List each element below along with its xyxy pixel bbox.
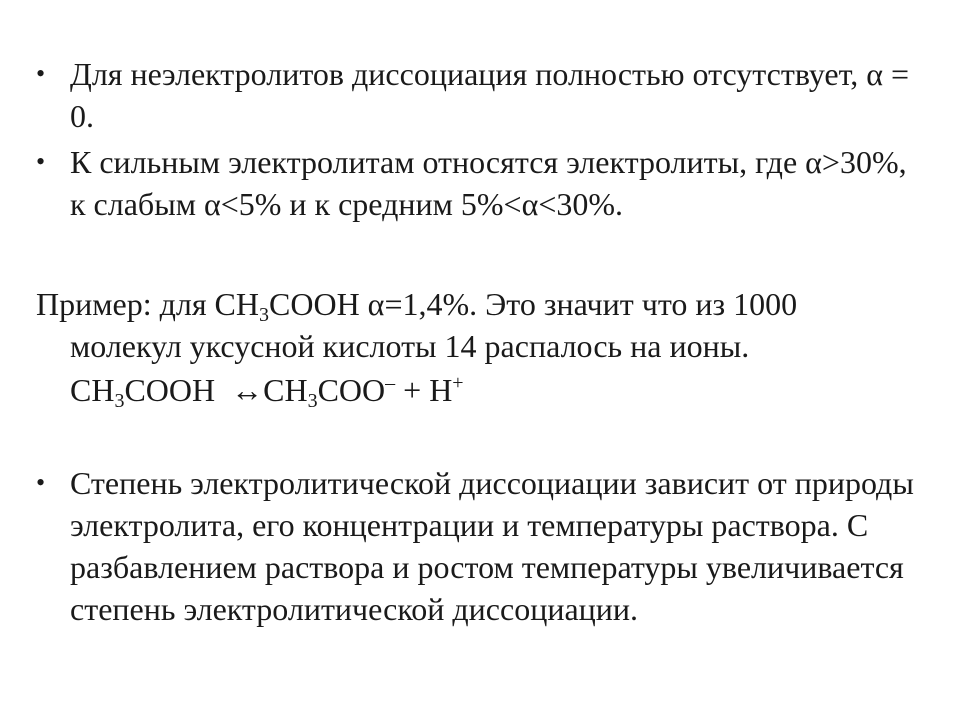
eq-plus-h: + H [395,372,453,408]
bullet-text: К сильным электролитам относятся электролиты, где α>30%, к слабым α<5% и к средним 5%<α<30%. [70,144,907,222]
example-first-line [36,283,926,325]
example-after-formula: COOH α=1,4%. Это значит что из 1000 [269,286,798,322]
eq-h-charge: + [452,372,464,394]
dissociation-equation [70,369,464,411]
example-paragraph [36,283,926,367]
eq-right-charge: – [385,372,396,394]
eq-left-sub: 3 [114,390,125,412]
bullet-text: Для неэлектролитов диссоциация полностью отсутствует, α = 0. [70,56,910,134]
example-prefix: Пример: для CH [36,286,259,322]
eq-right-sub: 3 [307,390,318,412]
subscript: 3 [259,304,269,326]
bullet-marker: • [36,468,46,497]
eq-right-ch: CH [263,372,308,408]
example-second-line: молекул уксусной кислоты 14 распалось на ионы. [70,328,750,364]
bullet-marker: • [36,59,46,88]
eq-arrow-icon: ↔ [231,372,264,408]
bullet-text: Степень электролитической диссоциации зависит от природы электролита, его концентрации и температуры раствора. С разбавлением раствора и ростом температуры увеличивается степень электролитической диссоциации. [70,465,914,627]
bullet-marker: • [36,147,46,176]
eq-right-rest: COO [317,372,386,408]
eq-left-rest: COOH [124,372,216,408]
eq-left-ch: CH [70,372,115,408]
